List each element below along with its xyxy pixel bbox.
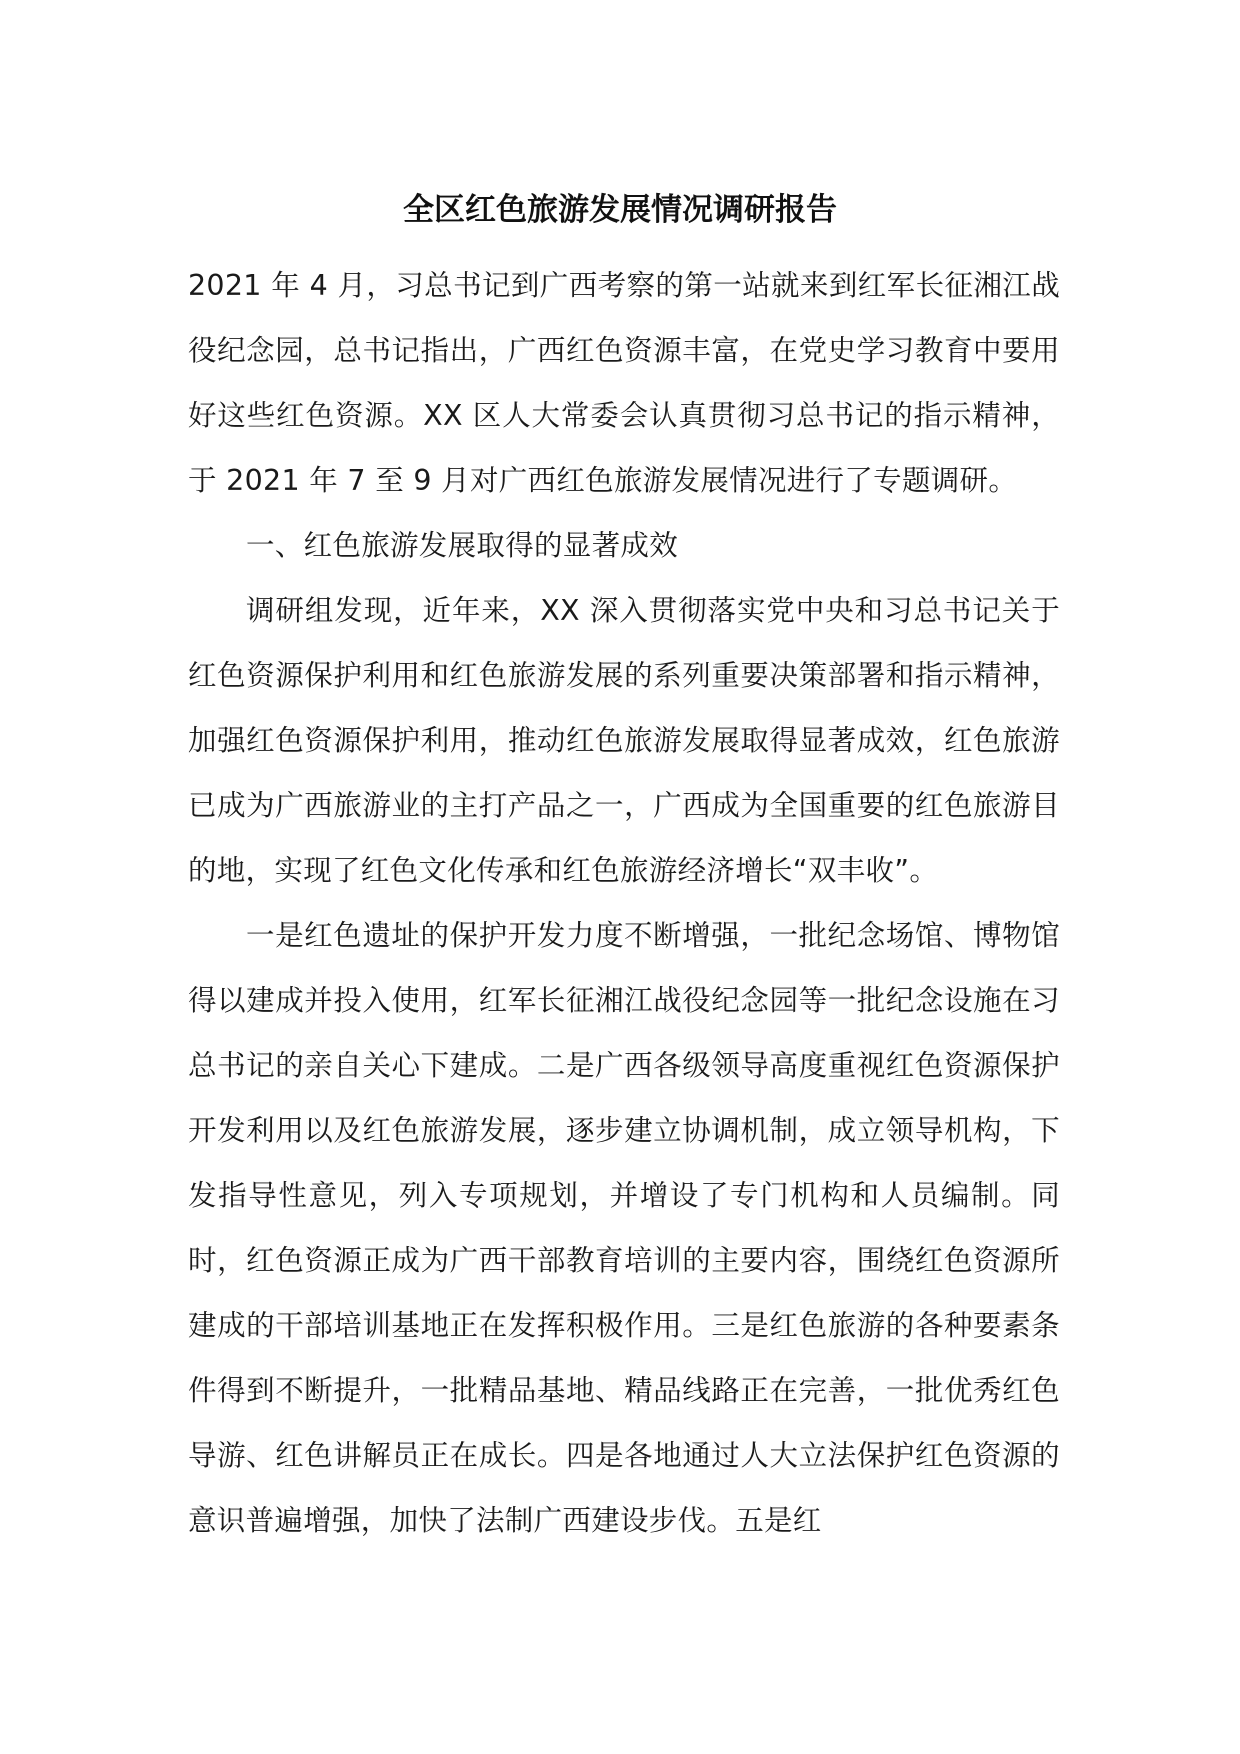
paragraph-intro: 2021 年 4 月，习总书记到广西考察的第一站就来到红军长征湘江战役纪念园，总书记指出，广西红色资源丰富，在党史学习教育中要用好这些红色资源。XX 区人大常委会认真贯彻习总书记的指示精神，于 2021 年 7 至 9 月对广西红色旅游发展情况进行了专题调研。 xyxy=(188,269,1060,497)
document-title: 全区红色旅游发展情况调研报告 xyxy=(403,192,837,228)
paragraph-achievements: 一是红色遗址的保护开发力度不断增强，一批纪念场馆、博物馆得以建成并投入使用，红军长征湘江战役纪念园等一批纪念设施在习总书记的亲自关心下建成。二是广西各级领导高度重视红色资源保护开发利用以及红色旅游发展，逐步建立协调机制，成立领导机构，下发指导性意见，列入专项规划，并增设了专门机构和人员编制。同时，红色资源正成为广西干部教育培训的主要内容，围绕红色资源所建成的干部培训基地正在发挥积极作用。三是红色旅游的各种要素条件得到不断提升，一批精品基地、精品线路正在完善，一批优秀红色导游、红色讲解员正在成长。四是各地通过人大立法保护红色资源的意识普遍增强，加快了法制广西建设步伐。五是红 xyxy=(188,919,1060,1537)
section-heading: 一、红色旅游发展取得的显著成效 xyxy=(246,529,679,562)
document-body xyxy=(188,253,1060,1553)
paragraph-findings: 调研组发现，近年来，XX 深入贯彻落实党中央和习总书记关于红色资源保护利用和红色旅游发展的系列重要决策部署和指示精神，加强红色资源保护利用，推动红色旅游发展取得显著成效，红色旅游已成为广西旅游业的主打产品之一，广西成为全国重要的红色旅游目的地，实现了红色文化传承和红色旅游经济增长“双丰收”。 xyxy=(188,594,1060,887)
